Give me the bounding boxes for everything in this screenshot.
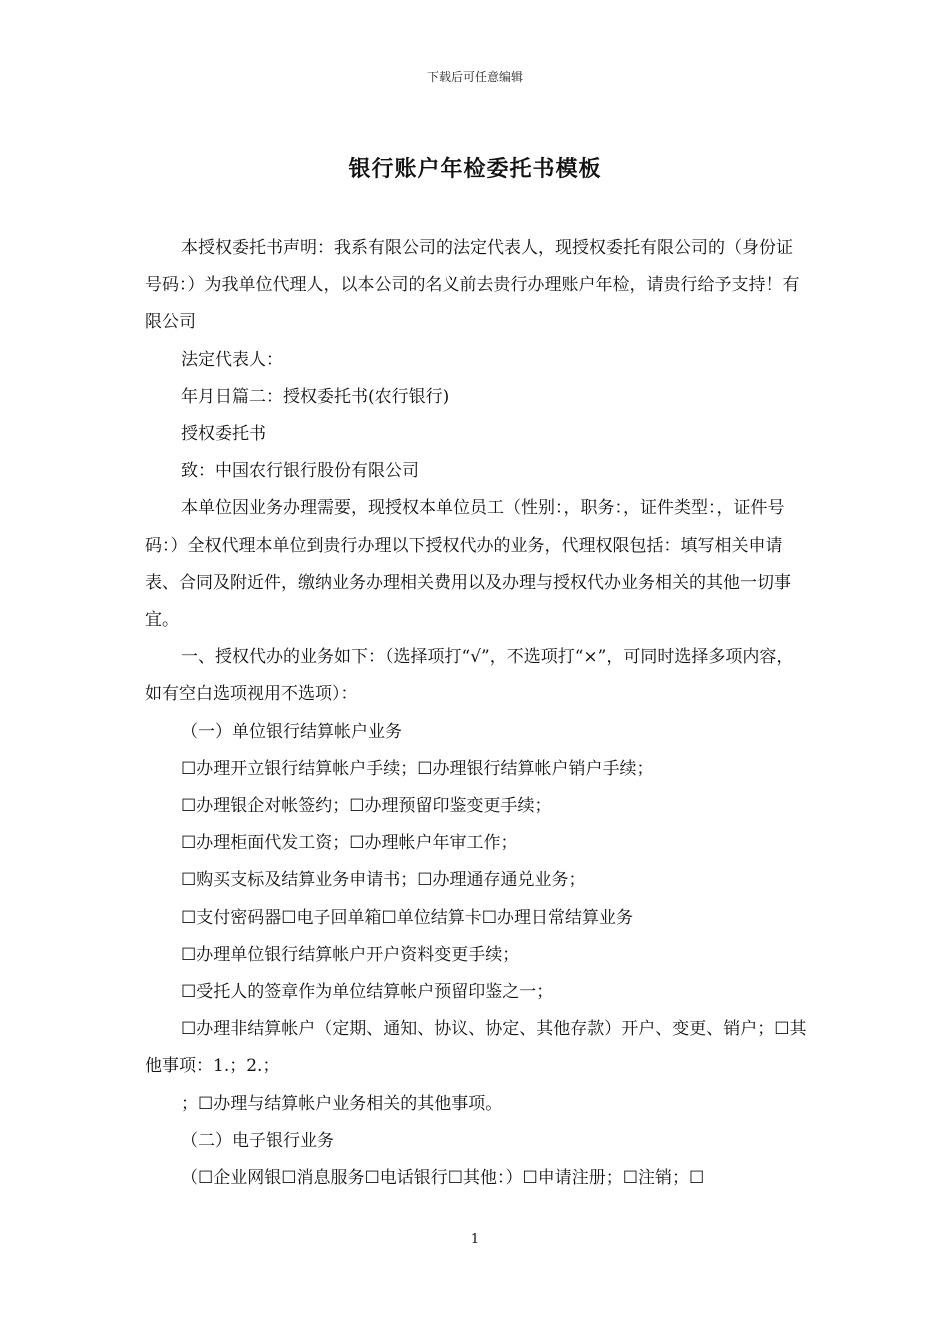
paragraph-subsection-ebank: （二）电子银行业务 [181, 1130, 334, 1151]
paragraph-legal-representative: 法定代表人： [181, 349, 283, 370]
page-number: 1 [470, 1232, 480, 1247]
paragraph-subsection-account: （一）单位银行结算帐户业务 [181, 721, 402, 742]
document-title: 银行账户年检委托书模板 [348, 156, 602, 182]
checkbox-line-non-settlement: ☐办理非结算帐户（定期、通知、协议、协定、其他存款）开户、变更、销户；☐其他事项：1.；2.； [145, 1019, 807, 1077]
checkbox-line-payroll-review: ☐办理柜面代发工资；☐办理帐户年审工作； [181, 833, 518, 854]
checkbox-line-purchase-deposit: ☐购买支标及结算业务申请书；☐办理通存通兑业务； [181, 870, 586, 891]
paragraph-authorization: 本单位因业务办理需要，现授权本单位员工（性别：，职务：，证件类型：，证件号码：）全权代理本单位到贵行办理以下授权代办的业务，代理权限包括：填写相关申请表、合同及附近件，缴纳业务办理相关费用以及办理与授权代办业务相关的其他一切事宜。 [145, 498, 791, 631]
checkbox-line-reconcile-seal: ☐办理银企对帐签约；☐办理预留印鉴变更手续； [181, 796, 552, 817]
page-header: 下载后可任意编辑 [426, 70, 523, 84]
checkbox-line-open-close: ☐办理开立银行结算帐户手续；☐办理银行结算帐户销户手续； [181, 758, 654, 779]
checkbox-line-ebank-options: （☐企业网银☐消息服务☐电话银行☐其他：）☐申请注册；☐注销；☐ [181, 1168, 705, 1189]
document-body [145, 230, 807, 1197]
checkbox-line-devices: ☐支付密码器☐电子回单箱☐单位结算卡☐办理日常结算业务 [181, 907, 633, 928]
checkbox-line-other-matters: ；☐办理与结算帐户业务相关的其他事项。 [181, 1093, 503, 1114]
paragraph-addressee: 致：中国农行银行股份有限公司 [181, 461, 419, 482]
checkbox-line-signature: ☐受托人的签章作为单位结算帐户预留印鉴之一； [181, 982, 554, 1003]
checkbox-line-info-change: ☐办理单位银行结算帐户开户资料变更手续； [181, 944, 520, 965]
paragraph-letter-title: 授权委托书 [181, 424, 266, 445]
paragraph-section-one: 一、授权代办的业务如下：（选择项打“√”，不选项打“×”，可同时选择多项内容，如有空白选项视用不选项）： [145, 647, 794, 705]
paragraph-declaration: 本授权委托书声明：我系有限公司的法定代表人，现授权委托有限公司的（身份证号码：）为我单位代理人，以本公司的名义前去贵行办理账户年检，请贵行给予支持！有限公司 [145, 238, 800, 333]
paragraph-date-part-two: 年月日篇二：授权委托书(农行银行) [181, 386, 450, 407]
